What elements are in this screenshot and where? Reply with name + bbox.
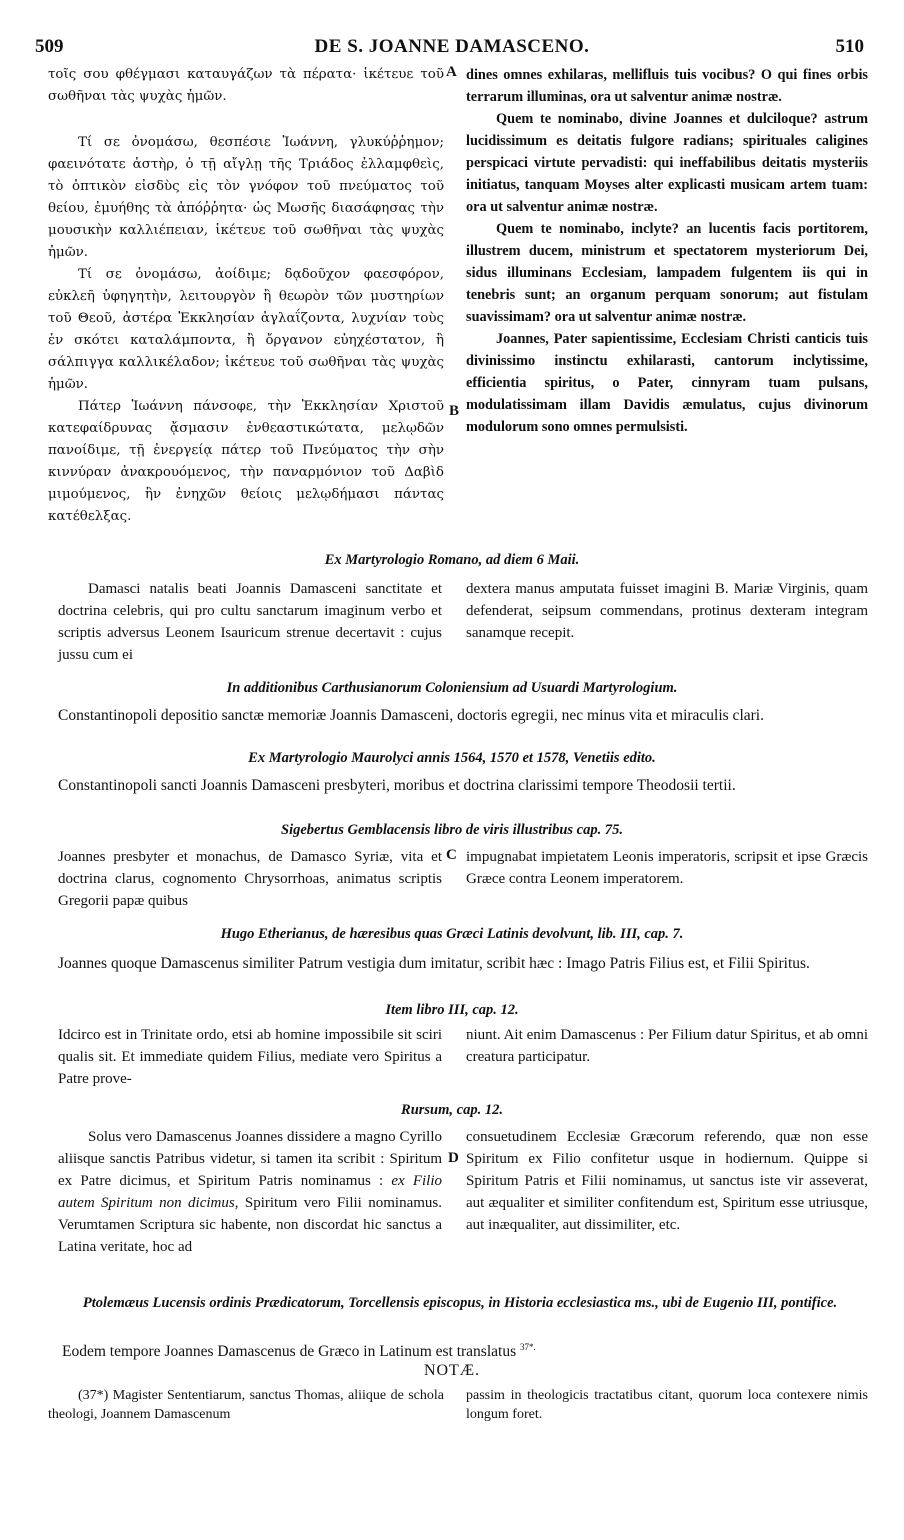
section-text (58, 704, 874, 727)
latin-paragraph: dines omnes exhilaras, mellifluis tuis vocibus? O qui fines orbis terrarum illuminas, ora ut salventur animæ nostræ. (466, 67, 868, 105)
running-title: DE S. JOANNE DAMASCENO. (314, 36, 590, 57)
margin-marker-c: C (446, 847, 457, 863)
section-right-column (466, 1126, 868, 1236)
text-paragraph (62, 1336, 874, 1363)
section-heading: Ptolemæus Lucensis ordinis Prædicatorum, Torcellensis episcopus, in Historia ecclesiastica ms., ubi de Eugenio III, pontifice. (82, 1295, 838, 1311)
text-paragraph: niunt. Ait enim Damascenus : Per Filium datur Spiritus, et ab omni creatura participatur. (466, 1027, 868, 1065)
text-paragraph: Joannes presbyter et monachus, de Damasco Syriæ, vita et doctrina clarus, cognomento Chrysorrhoas, animatus scriptis Gregorii papæ quibus (58, 849, 442, 909)
page-number-left: 509 (35, 36, 64, 57)
note-paragraph: (37*) Magister Sententiarum, sanctus Thomas, aliique de schola theologi, Joannem Damascenum (48, 1388, 444, 1422)
text-paragraph: Constantinopoli sancti Joannis Damasceni presbyteri, moribus et doctrina clarissimi tempore Theodosii tertii. (58, 777, 736, 794)
footnote-reference: 37*. (520, 1342, 536, 1352)
section-heading: In additionibus Carthusianorum Coloniensium ad Usuardi Martyrologium. (226, 680, 678, 696)
section-heading: Ex Martyrologio Romano, ad diem 6 Maii. (324, 552, 580, 568)
section-text (58, 952, 874, 975)
greek-paragraph: Πάτερ Ἰωάννη πάνσοφε, τὴν Ἐκκλησίαν Χριστοῦ κατεφαίδρυνας ᾄσμασιν ἐνθεαστικώτατα, μελῳδῶν πανοίδιμε, τῇ ἐνεργείᾳ πάτερ τοῦ Πνεύματος τὴν σὴν κιννύραν ἀνακρουόμενος, τὴν παναρμόνιον τοῦ Δαβὶδ μιμούμενος, ἣν ἐνηχῶν θείοις μελῳδήμασι πάντας κατέθελξας. (48, 399, 444, 524)
page-header (30, 30, 874, 58)
latin-paragraph: Quem te nominabo, divine Joannes et dulciloque? astrum lucidissimum es deitatis fulgore radians; spirituales caligines perspicaci virtute pervadisti: qui ineffabilibus deitatis mysteriis initiatus, tanquam Moyses alter explicasti musicam artem tuam: ora ut salventur animæ nostræ. (466, 111, 868, 215)
text-run: , Spiritum vero Filii nominamus. Verumtamen Scriptura sic habente, non discordat hic sanctus a Latina veritate, hoc ad (58, 1195, 443, 1255)
text-run: Eodem tempore Joannes Damascenus de Græco in Latinum est translatus (62, 1343, 517, 1361)
section-text (58, 774, 874, 797)
text-paragraph: dextera manus amputata fuisset imagini B. Mariæ Virginis, quam defenderat, seipsum commendans, protinus dexteram integram sanamque recepit. (466, 581, 868, 641)
italic-quote: ex Filio autem Spiritum non dicimus (58, 1173, 443, 1211)
section-left-column (58, 1126, 442, 1258)
latin-paragraph: Quem te nominabo, inclyte? an lucentis facis portitorem, illustrem ducem, ministrum et spectatorem mysteriorum Dei, sidus illuminans Ecclesiam, lampadem fulgentem iis qui in tenebris sunt; an organum perquam sonorum; aut fistulam suavissimam? ora ut salventur animæ nostræ. (466, 221, 868, 325)
text-paragraph (58, 1126, 442, 1258)
section-right-column (466, 1024, 868, 1068)
notes-left-column (48, 1386, 444, 1424)
margin-marker-b: B (449, 403, 460, 419)
note-paragraph: passim in theologicis tractatibus citant, quorum loca contexere nimis longum foret. (466, 1388, 868, 1422)
page-number-right: 510 (835, 36, 864, 57)
text-run: Solus vero Damascenus Joannes dissidere a magno Cyrillo aliisque sanctis Patribus videtur, si tamen ita scribit : Spiritum ex Patre dicimus, et Spiritum Patris nominamus : (58, 1129, 442, 1189)
section-text (62, 1336, 874, 1363)
section-right-column (466, 578, 868, 644)
section-right-column (466, 846, 868, 890)
margin-marker-d: D (448, 1150, 459, 1166)
notes-right-column (466, 1386, 868, 1424)
section-left-column (58, 1024, 442, 1090)
greek-paragraph: τοῖς σου φθέγμασι καταυγάζων τὰ πέρατα· ἱκέτευε τοῦ σωθῆναι τὰς ψυχὰς ἡμῶν. (48, 67, 444, 104)
text-paragraph: consuetudinem Ecclesiæ Græcorum referendo, quæ non esse Spiritum ex Filio confitetur usque in hodiernum. Quippe si Spiritum Patris et Filii nominamus, ut sanctus iste vir asseverat, aut æqualiter et similiter confitendum est, Spiritum esse utriusque, aut inæqualiter, aut dissimiliter, etc. (466, 1129, 868, 1233)
section-heading: Hugo Etherianus, de hæresibus quas Græci Latinis devolvunt, lib. III, cap. 7. (220, 926, 684, 942)
greek-paragraph: Τί σε ὀνομάσω, θεσπέσιε Ἰωάννη, γλυκύῤῥημον; φαεινότατε ἀστὴρ, ὁ τῇ αἴγλῃ τῆς Τριάδος ἐλλαμφθεὶς, τὸ ὀπτικὸν εἰσδὺς εἰς τὸν γνόφον τοῦ πνεύματος τοῦ θείου, ἐμυήθης τὰ ἀπόῤῥητα· ὡς Μωσῆς διασάφησας τὴν μουσικὴν καλλιέπειαν, ἱκέτευε τοῦ σωθῆναι τὰς ψυχὰς ἡμῶν. (48, 135, 444, 260)
section-heading: Ex Martyrologio Maurolyci annis 1564, 1570 et 1578, Venetiis edito. (248, 750, 656, 766)
text-paragraph: Constantinopoli depositio sanctæ memoriæ Joannis Damasceni, doctoris egregii, nec minus vita et miraculis clari. (58, 707, 764, 724)
section-left-column (58, 846, 442, 912)
section-heading: Sigebertus Gemblacensis libro de viris illustribus cap. 75. (281, 822, 623, 838)
text-paragraph: Idcirco est in Trinitate ordo, etsi ab homine impossibile sit sciri qualis sit. Et immediate quidem Filius, mediate vero Spiritus a Patre prove- (58, 1027, 442, 1087)
greek-paragraph: Τί σε ὀνομάσω, ἀοίδιμε; δᾳδοῦχον φαεσφόρον, εὐκλεῆ ὑφηγητὴν, λειτουργὸν ἢ θεωρὸν τῶν μυστηρίων τοῦ Θεοῦ, ἀστέρα Ἐκκλησίαν ἀγλαΐζοντα, λυχνίαν τοὺς ἐν σκότει καταλάμποντα, ἢ ὄργανον εὐηχέστατον, ἢ σάλπιγγα καλλικέλαδον; ἱκέτευε τοῦ σωθῆναι τὰς ψυχὰς ἡμῶν. (48, 267, 444, 392)
greek-column (48, 64, 444, 528)
section-heading: Rursum, cap. 12. (401, 1102, 503, 1118)
section-left-column (58, 578, 442, 666)
margin-marker-a: A (446, 64, 457, 80)
latin-column (466, 64, 868, 438)
text-paragraph: Damasci natalis beati Joannis Damasceni sanctitate et doctrina celebris, qui pro cultu sanctarum imaginum verbo et scriptis adversus Leonem Isauricum strenue decertavit : cujus jussu cum ei (58, 581, 442, 663)
text-paragraph: Joannes quoque Damascenus similiter Patrum vestigia dum imitatur, scribit hæc : Imago Patris Filius est, et Filii Spiritus. (58, 955, 810, 972)
latin-paragraph: Joannes, Pater sapientissime, Ecclesiam Christi canticis tuis divinissimo instinctu exhilarasti, cantorum inclytissime, efficientia spiritus, o Pater, cinnyram tuam pulsans, modulatissimam illam Davidis æmulatus, cujus divinorum modulorum sono omnes permulsisti. (466, 331, 868, 435)
text-paragraph: impugnabat impietatem Leonis imperatoris, scripsit et ipse Græcis Græce contra Leonem imperatorem. (466, 849, 868, 887)
section-heading: Item libro III, cap. 12. (385, 1002, 519, 1018)
notes-title: NOTÆ. (423, 1362, 481, 1379)
